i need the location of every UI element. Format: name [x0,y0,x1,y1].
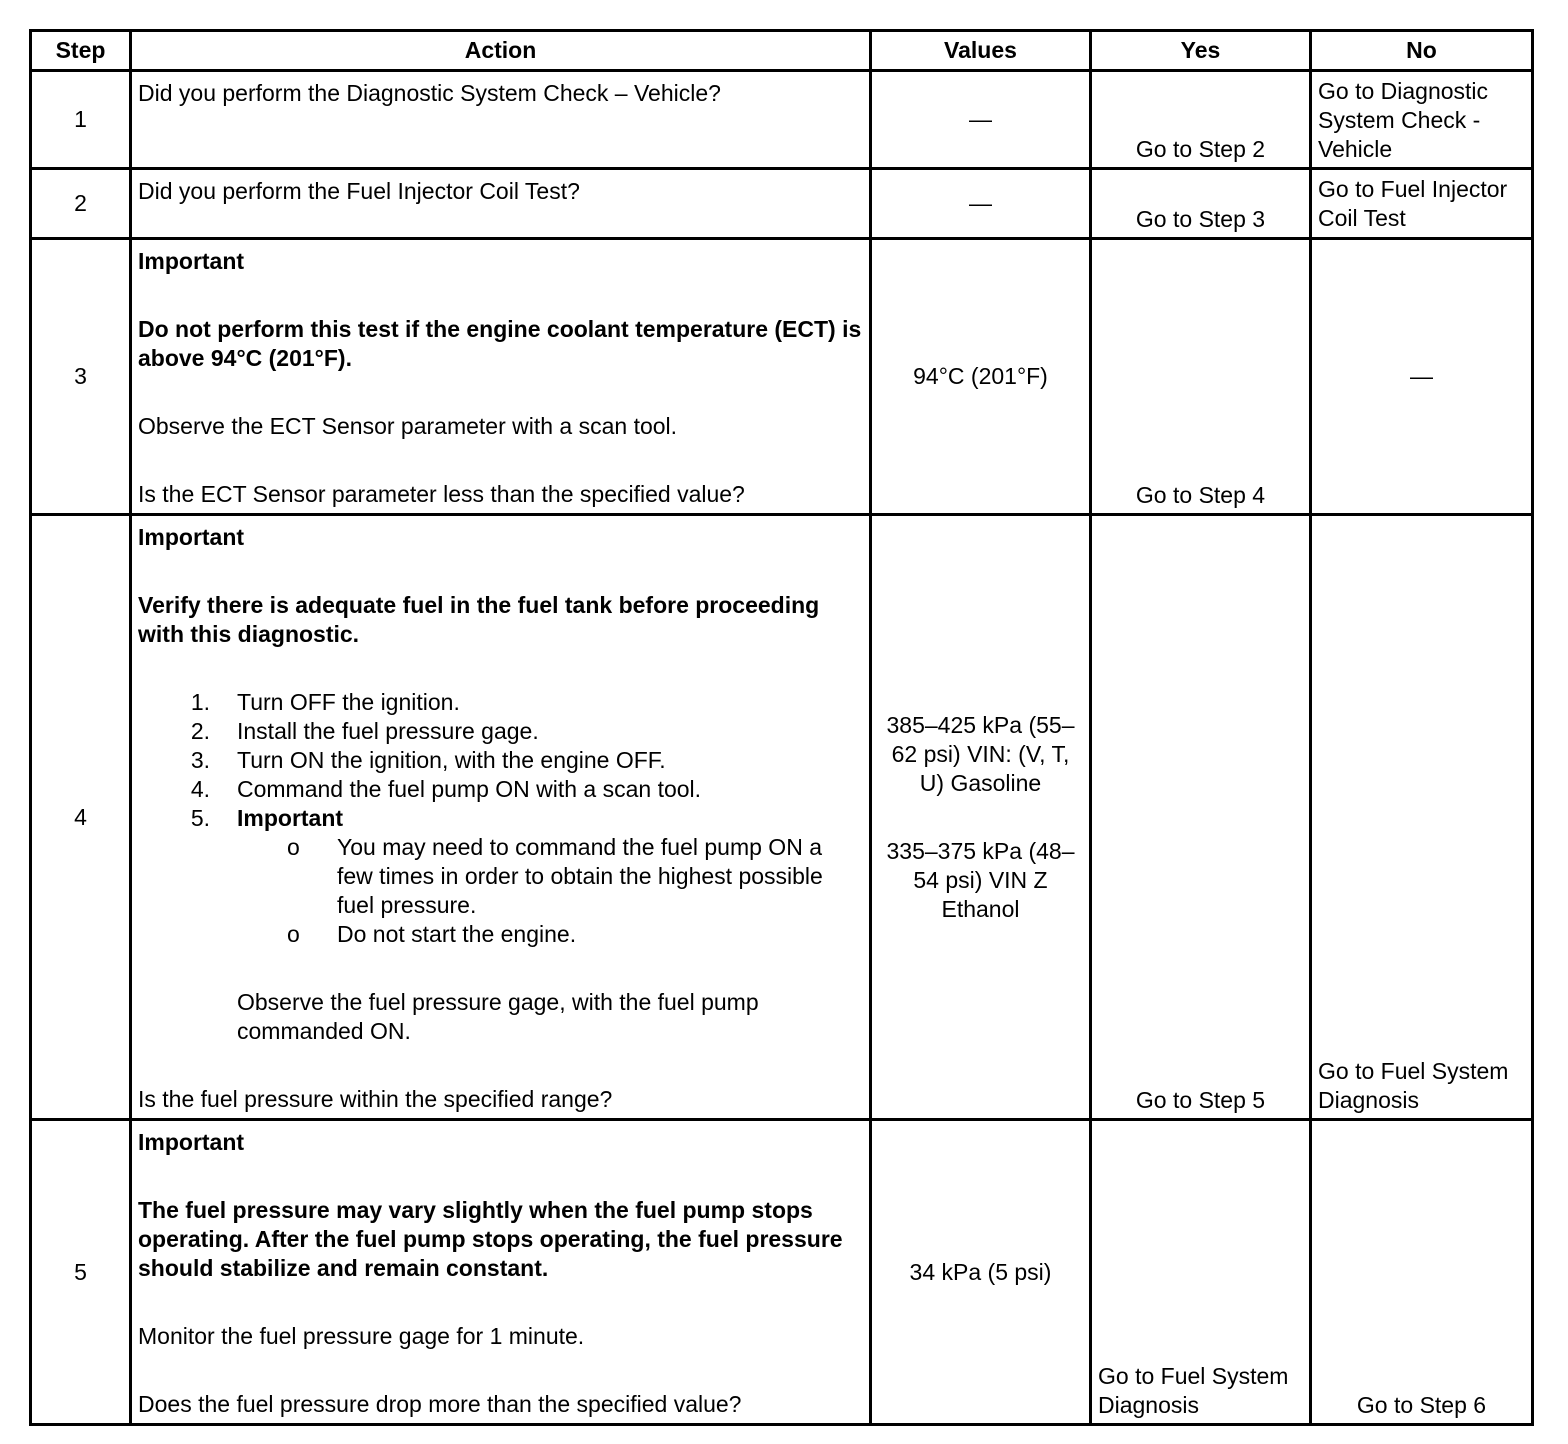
diagnostic-table [29,29,1534,1426]
action-question: Did you perform the Diagnostic System Check – Vehicle? [138,80,721,106]
list-item [190,775,863,804]
step-number: 1 [31,71,131,169]
action-question: Is the ECT Sensor parameter less than the specified value? [138,481,745,507]
sub-list-item: o Do not start the engine. [337,920,863,949]
step-number: 3 [31,239,131,515]
value-cell [871,515,1091,1120]
step-number: 5 [31,1120,131,1425]
yes-cell: Go to Step 5 [1091,515,1311,1120]
no-cell: Go to Fuel System Diagnosis [1311,515,1533,1120]
important-heading: Important [138,1129,245,1155]
value-cell: — [871,169,1091,239]
important-text: Do not perform this test if the engine coolant temperature (ECT) is above 94°C (201°F). [138,316,862,371]
list-item [190,746,863,775]
header-step: Step [31,31,131,71]
instruction-text: Observe the ECT Sensor parameter with a scan tool. [138,413,678,439]
list-item [190,804,863,949]
no-cell: Go to Fuel Injector Coil Test [1311,169,1533,239]
list-number: 4. [190,776,210,802]
list-text: Turn OFF the ignition. [237,689,460,715]
list-number: 1. [190,689,210,715]
yes-cell: Go to Step 2 [1091,71,1311,169]
no-cell: — [1311,239,1533,515]
instruction-text: Monitor the fuel pressure gage for 1 minute. [138,1323,585,1349]
list-text: Turn ON the ignition, with the engine OFF. [237,747,666,773]
action-cell [131,515,871,1120]
important-text: The fuel pressure may vary slightly when the fuel pump stops operating. After the fuel pump stops operating, the fuel pressure should stabilize and remain constant. [138,1197,843,1281]
header-action: Action [131,31,871,71]
value-ethanol: 335–375 kPa (48–54 psi) VIN Z Ethanol [886,837,1075,922]
header-yes: Yes [1091,31,1311,71]
header-no: No [1311,31,1533,71]
important-text: Verify there is adequate fuel in the fuel tank before proceeding with this diagnostic. [138,592,820,647]
list-number: 3. [190,747,210,773]
procedure-list [138,688,863,949]
list-text: Install the fuel pressure gage. [237,718,539,744]
list-number: 2. [190,718,210,744]
action-cell [131,71,871,169]
yes-cell: Go to Step 4 [1091,239,1311,515]
list-text: Command the fuel pump ON with a scan tool. [237,776,702,802]
value-cell: 34 kPa (5 psi) [871,1120,1091,1425]
sub-list-item: o You may need to command the fuel pump ON a few times in order to obtain the highest possible fuel pressure. [337,833,863,920]
list-item [190,717,863,746]
table-row [31,515,1533,1120]
table-row [31,169,1533,239]
action-cell [131,169,871,239]
sub-list [237,833,863,949]
step-number: 4 [31,515,131,1120]
table-row [31,1120,1533,1425]
value-cell: — [871,71,1091,169]
yes-cell: Go to Fuel System Diagnosis [1091,1120,1311,1425]
list-item [190,688,863,717]
action-cell [131,239,871,515]
value-cell: 94°C (201°F) [871,239,1091,515]
important-heading: Important [138,248,245,274]
observe-text: Observe the fuel pressure gage, with the fuel pump commanded ON. [237,989,759,1044]
action-question: Is the fuel pressure within the specified range? [138,1086,613,1112]
list-text: Important [237,805,344,831]
action-cell [131,1120,871,1425]
value-gasoline: 385–425 kPa (55–62 psi) VIN: (V, T, U) Gasoline [886,711,1075,796]
table-row [31,239,1533,515]
no-cell: Go to Diagnostic System Check - Vehicle [1311,71,1533,169]
no-cell: Go to Step 6 [1311,1120,1533,1425]
table-row [31,71,1533,169]
step-number: 2 [31,169,131,239]
action-question: Did you perform the Fuel Injector Coil Test? [138,178,580,204]
header-row [31,31,1533,71]
header-values: Values [871,31,1091,71]
action-question: Does the fuel pressure drop more than the specified value? [138,1391,742,1417]
important-heading: Important [138,524,245,550]
list-number: 5. [190,805,210,831]
yes-cell: Go to Step 3 [1091,169,1311,239]
